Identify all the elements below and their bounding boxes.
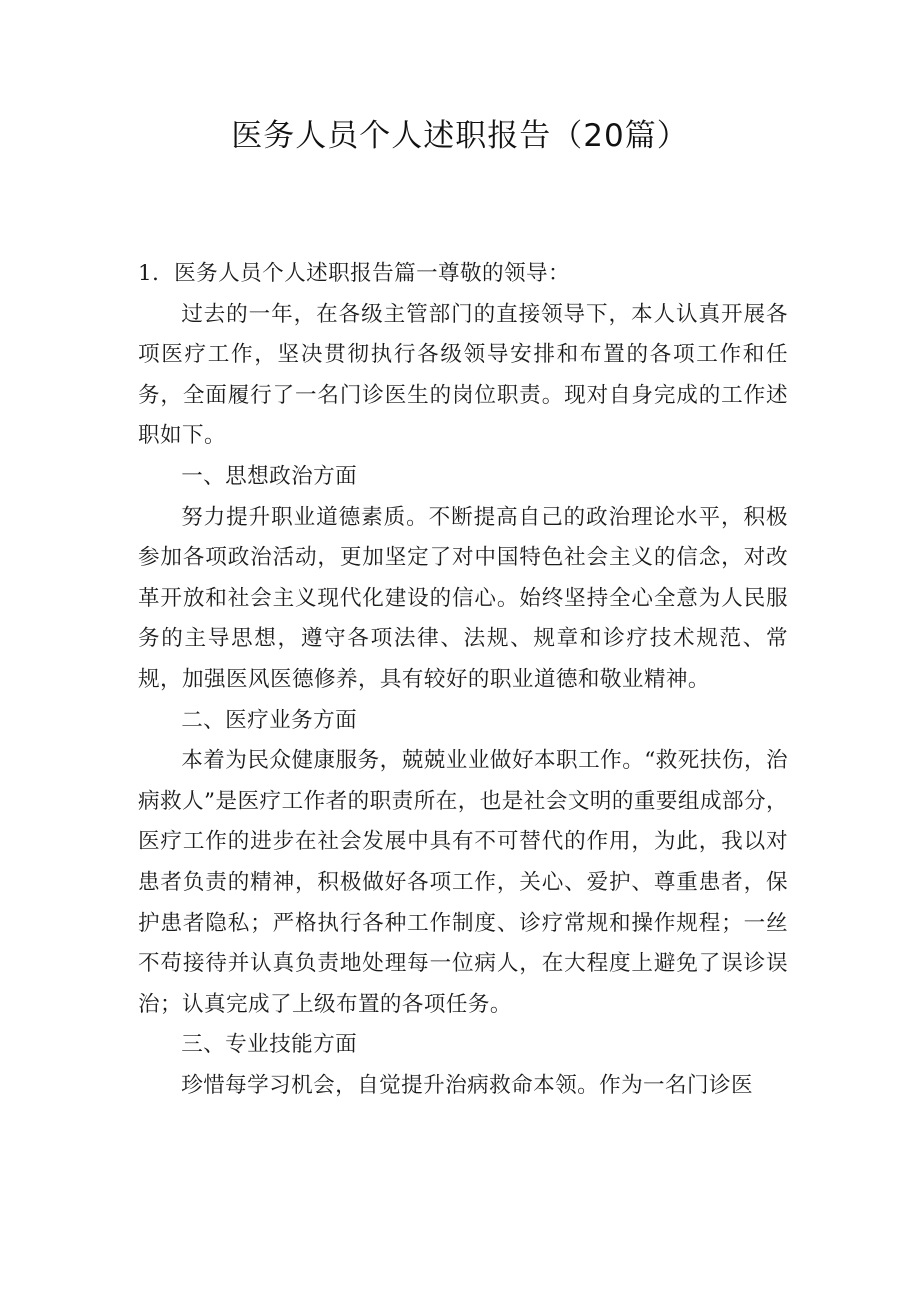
medical-paragraph: 本着为民众健康服务，兢兢业业做好本职工作。“救死扶伤，治病救人”是医疗工作者的职责所在，也是社会文明的重要组成部分，医疗工作的进步在社会发展中具有不可替代的作用，为此，我以对患者负责的精神，积极做好各项工作，关心、爱护、尊重患者，保护患者隐私；严格执行各种工作制度、诊疗常规和操作规程；一丝不苟接待并认真负责地处理每一位病人，在大程度上避免了误诊误治；认真完成了上级布置的各项任务。	[138, 748, 788, 1017]
section-heading-medical: 二、医疗业务方面	[181, 707, 358, 733]
intro-paragraph: 过去的一年，在各级主管部门的直接领导下，本人认真开展各项医疗工作，坚决贯彻执行各级领导安排和布置的各项工作和任务，全面履行了一名门诊医生的岗位职责。现对自身完成的工作述职如下。	[138, 301, 788, 449]
document-body	[138, 254, 788, 1106]
section-heading-political: 一、思想政治方面	[181, 463, 358, 489]
section-heading-skills: 三、专业技能方面	[181, 1032, 358, 1058]
document-title: 医务人员个人述职报告（20篇）	[231, 118, 689, 154]
report-heading: 1．医务人员个人述职报告篇一尊敬的领导：	[138, 261, 571, 286]
skills-paragraph: 珍惜每学习机会，自觉提升治病救命本领。作为一名门诊医	[181, 1072, 754, 1098]
political-paragraph: 努力提升职业道德素质。不断提高自己的政治理论水平，积极参加各项政治活动，更加坚定了对中国特色社会主义的信念，对改革开放和社会主义现代化建设的信心。始终坚持全心全意为人民服务的主导思想，遵守各项法律、法规、规章和诊疗技术规范、常规，加强医风医德修养，具有较好的职业道德和敬业精神。	[138, 504, 788, 692]
